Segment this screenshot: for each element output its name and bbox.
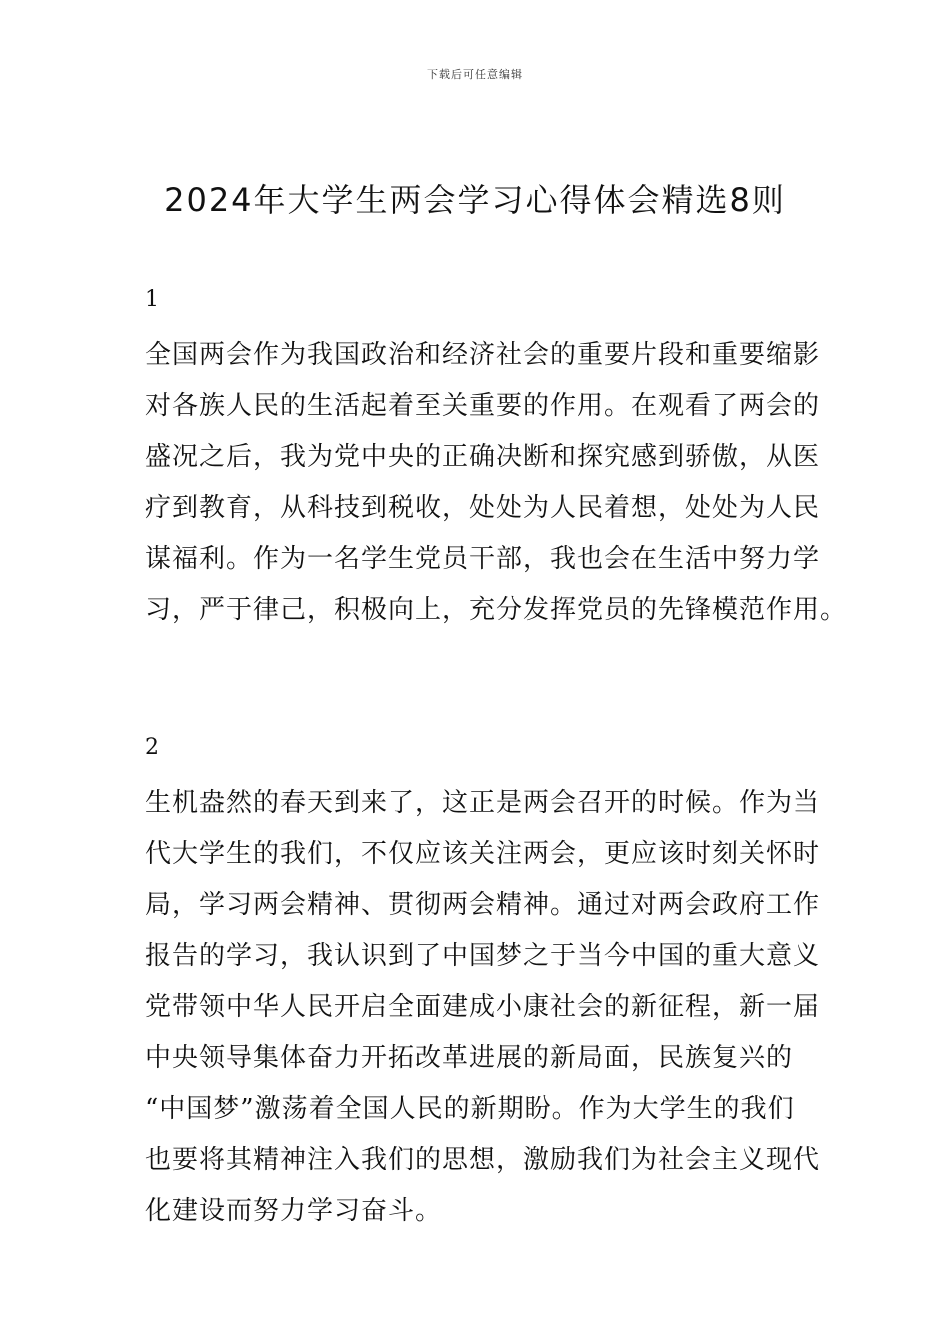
paragraph-line: 代大学生的我们，不仅应该关注两会，更应该时刻关怀时: [145, 839, 821, 869]
paragraph-line: 也要将其精神注入我们的思想，激励我们为社会主义现代: [145, 1145, 821, 1175]
paragraph-line: 生机盎然的春天到来了，这正是两会召开的时候。作为当: [145, 788, 821, 818]
paragraph-line: 疗到教育，从科技到税收，处处为人民着想，处处为人民: [145, 493, 821, 523]
paragraph-line: 报告的学习，我认识到了中国梦之于当今中国的重大意义: [145, 941, 821, 971]
document-title: 2024年大学生两会学习心得体会精选8则: [164, 181, 786, 219]
section-paragraph: [145, 330, 848, 636]
paragraph-line: 盛况之后，我为党中央的正确决断和探究感到骄傲，从医: [145, 442, 821, 472]
paragraph-line: 中央领导集体奋力开拓改革进展的新局面，民族复兴的: [145, 1043, 794, 1073]
section-2: [145, 732, 821, 1237]
header-note: 下载后可任意编辑: [427, 68, 523, 81]
paragraph-line: “中国梦”激荡着全国人民的新期盼。作为大学生的我们: [145, 1094, 795, 1124]
section-paragraph: [145, 778, 821, 1237]
paragraph-line: 全国两会作为我国政治和经济社会的重要片段和重要缩影: [145, 340, 821, 370]
paragraph-line: 习，严于律己，积极向上，充分发挥党员的先锋模范作用。: [145, 595, 848, 625]
paragraph-line: 谋福利。作为一名学生党员干部，我也会在生活中努力学: [145, 544, 821, 574]
paragraph-line: 局，学习两会精神、贯彻两会精神。通过对两会政府工作: [145, 890, 821, 920]
section-number: 1: [145, 287, 159, 312]
section-1: [145, 284, 848, 636]
section-number: 2: [145, 735, 159, 760]
paragraph-line: 化建设而努力学习奋斗。: [145, 1196, 443, 1226]
paragraph-line: 对各族人民的生活起着至关重要的作用。在观看了两会的: [145, 391, 821, 421]
paragraph-line: 党带领中华人民开启全面建成小康社会的新征程，新一届: [145, 992, 821, 1022]
